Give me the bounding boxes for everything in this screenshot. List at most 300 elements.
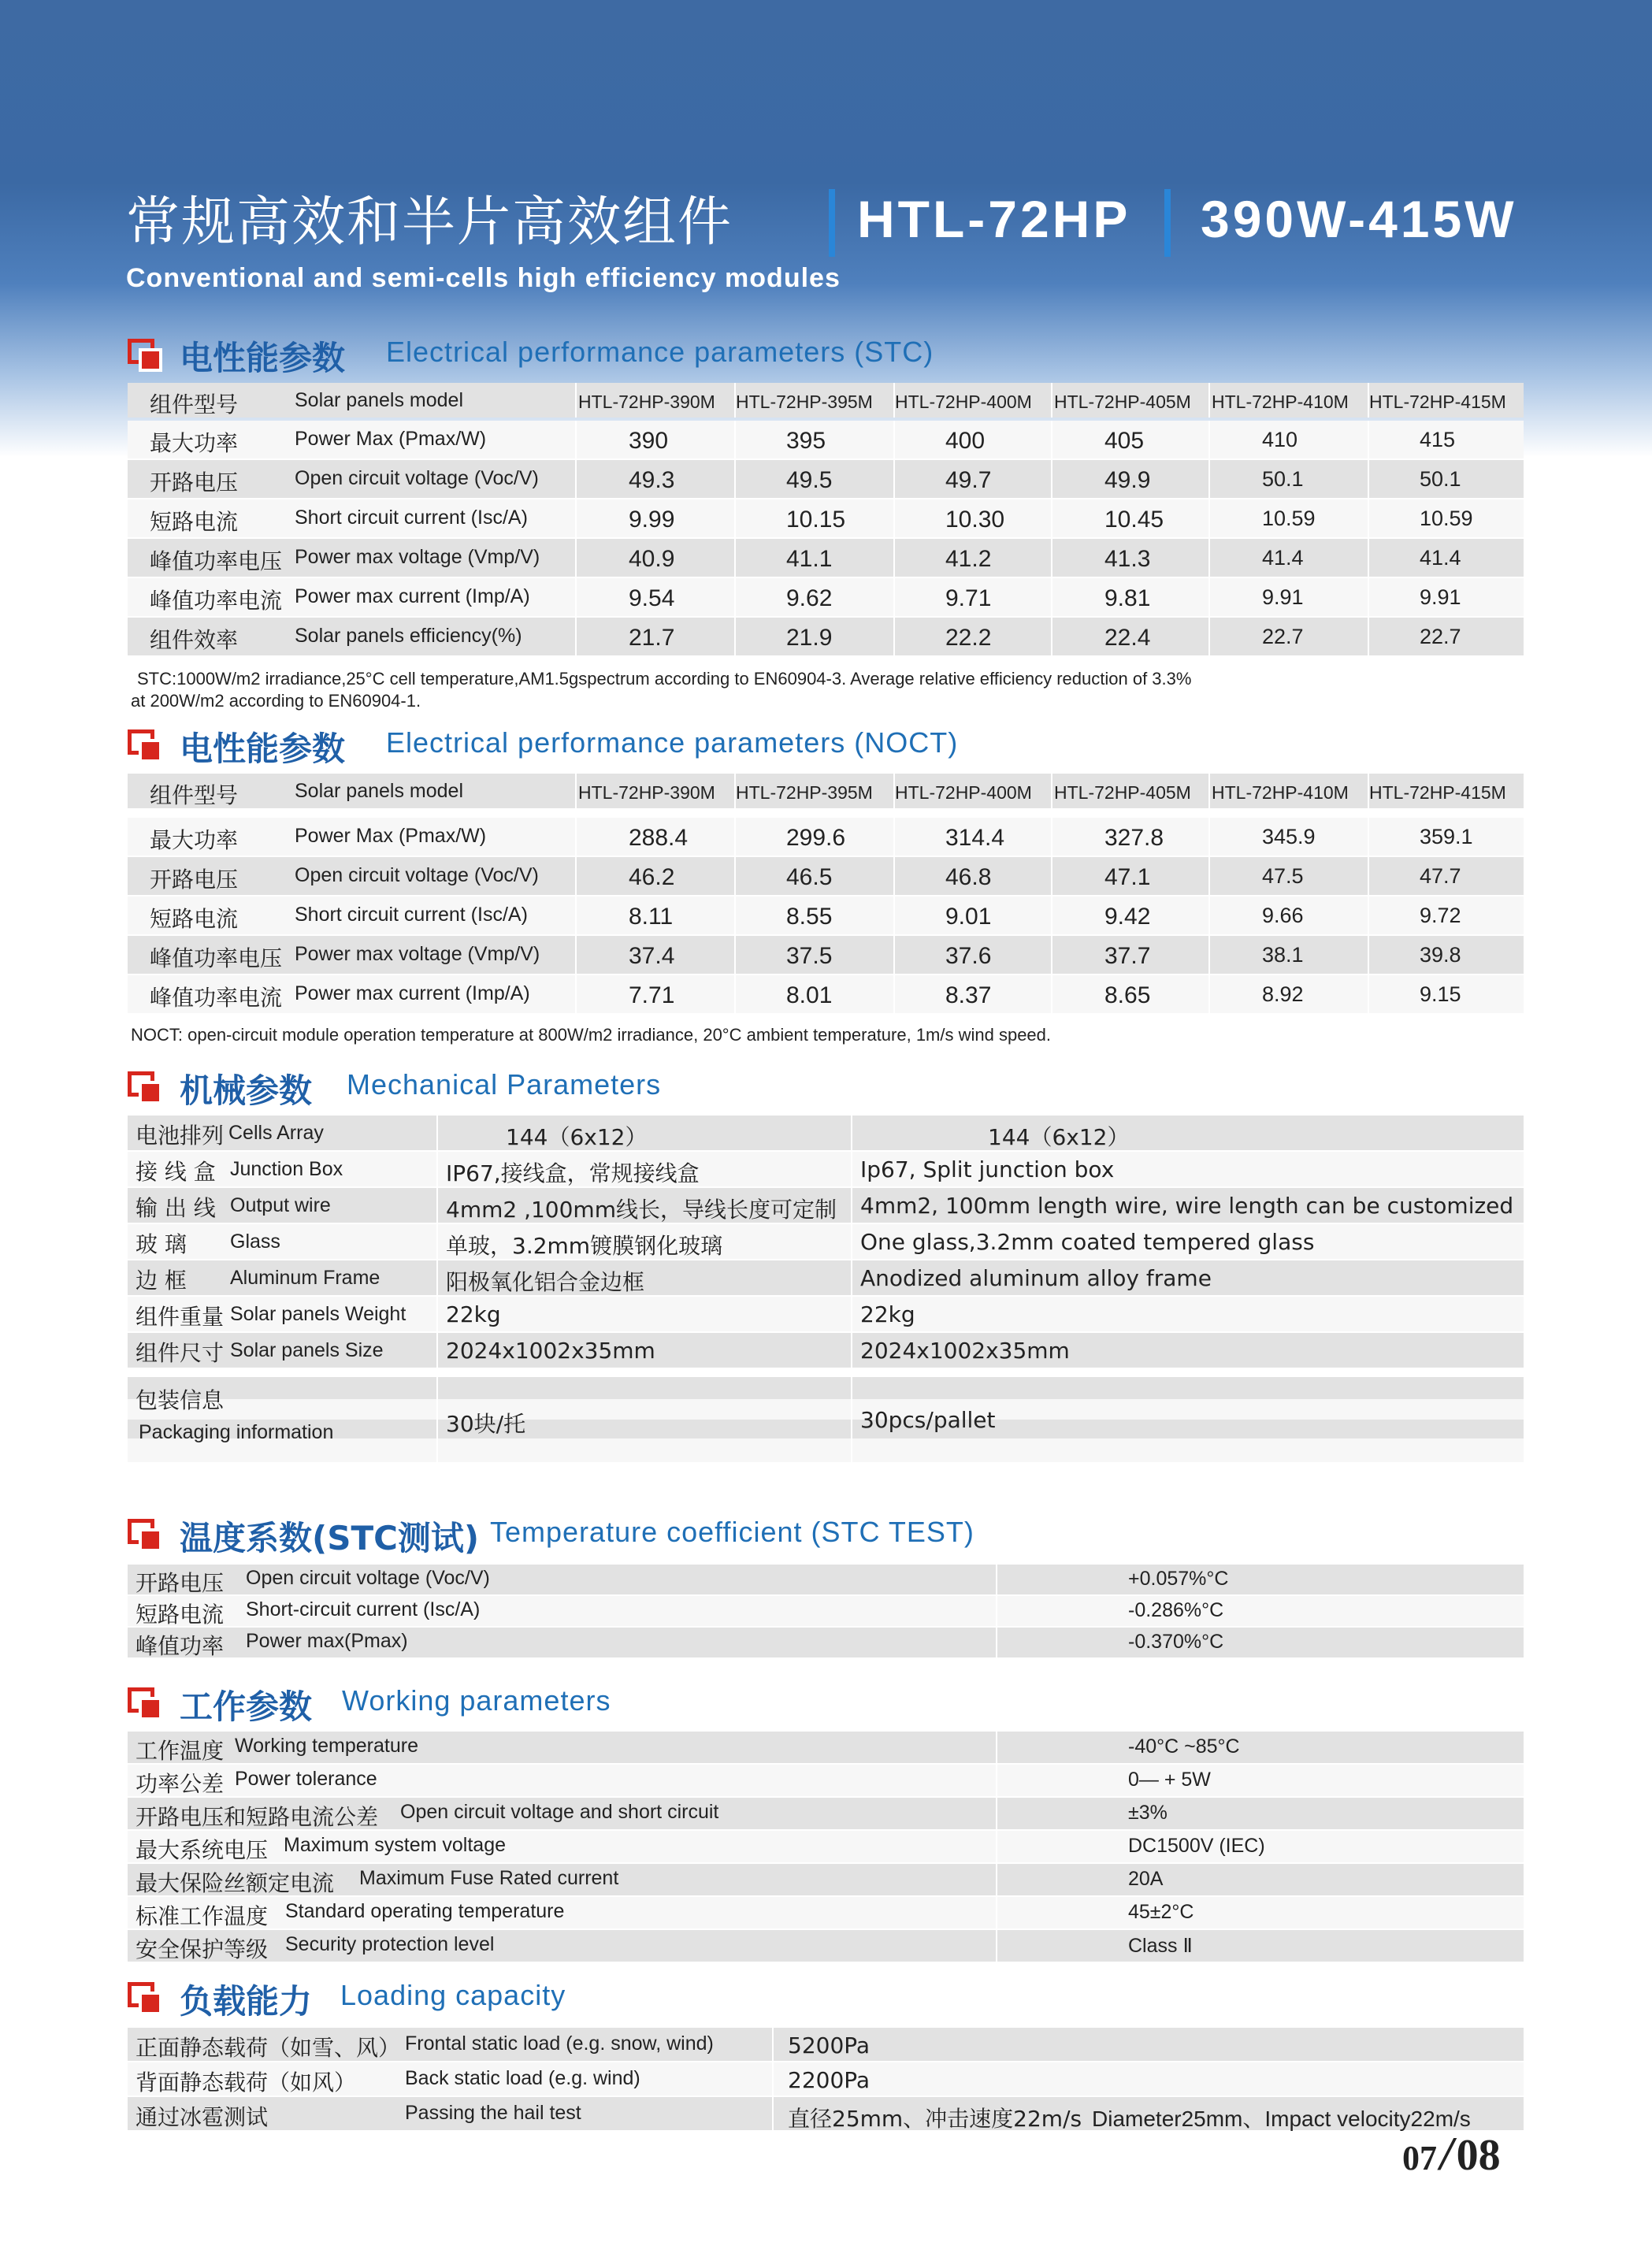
cell-divider: [851, 1224, 852, 1259]
value-cell: 49.3: [629, 467, 675, 493]
cell-divider: [1051, 578, 1052, 616]
value-cell: 9.99: [629, 507, 675, 533]
cell-divider: [893, 896, 895, 934]
param-name-en: Short circuit current (Isc/A): [295, 507, 528, 529]
model-header: HTL-72HP-395M: [736, 392, 873, 412]
cell-divider: [1208, 383, 1210, 418]
section-square-icon: [128, 1687, 162, 1719]
cell-divider: [1208, 818, 1210, 856]
cell-divider: [436, 1333, 438, 1368]
working-name-cn: 安全保护等级: [136, 1936, 269, 1962]
mech-name-en: Junction Box: [230, 1158, 343, 1180]
value-cell: 415: [1420, 428, 1456, 451]
cell-divider: [734, 618, 736, 655]
cell-divider: [851, 1260, 852, 1295]
value-cell: 9.54: [629, 585, 675, 611]
cell-divider: [436, 1152, 438, 1186]
cell-divider: [851, 1188, 852, 1223]
page-number: [1402, 2127, 1501, 2181]
cell-divider: [996, 1897, 997, 1928]
value-cell: 359.1: [1420, 825, 1473, 848]
cell-divider: [575, 421, 577, 458]
value-cell: 8.01: [786, 982, 833, 1008]
working-name-en: Open circuit voltage and short circuit: [400, 1801, 719, 1823]
section-square-icon: [128, 1071, 162, 1103]
value-cell: 50.1: [1262, 467, 1304, 491]
working-value: ±3%: [1128, 1802, 1168, 1824]
param-name-cn: 峰值功率电压: [150, 945, 283, 971]
temperature-name-en: Open circuit voltage (Voc/V): [246, 1567, 490, 1589]
cell-divider: [1208, 936, 1210, 974]
table-row: [128, 499, 1524, 537]
param-name-cn: 最大功率: [150, 430, 239, 456]
cell-divider: [436, 1116, 438, 1150]
cell-divider: [996, 1930, 997, 1962]
working-value: Class Ⅱ: [1128, 1935, 1193, 1957]
cell-divider: [575, 618, 577, 655]
value-cell: 41.3: [1104, 546, 1151, 572]
cell-divider: [893, 499, 895, 537]
value-cell: 10.45: [1104, 507, 1164, 533]
param-name-cn: 最大功率: [150, 827, 239, 853]
value-cell: 9.81: [1104, 585, 1151, 611]
value-cell: 46.2: [629, 864, 675, 890]
cell-divider: [996, 1565, 997, 1594]
value-cell: 9.15: [1420, 982, 1461, 1006]
page-subtitle: Conventional and semi-cells high efficiency modules: [126, 263, 841, 293]
section-title-en: Loading capacity: [340, 1979, 566, 2011]
value-cell: 22.7: [1262, 625, 1304, 648]
value-cell: 8.65: [1104, 982, 1151, 1008]
model-header: HTL-72HP-395M: [736, 782, 873, 803]
param-name-en: Open circuit voltage (Voc/V): [295, 467, 539, 489]
value-cell: 22.7: [1420, 625, 1461, 648]
value-cell: 9.62: [786, 585, 833, 611]
param-name-en: Power max current (Imp/A): [295, 585, 530, 607]
cell-divider: [1051, 499, 1052, 537]
cell-divider: [1208, 539, 1210, 577]
cell-divider: [1368, 896, 1369, 934]
value-cell: 21.7: [629, 625, 675, 651]
pack-name-en: Packaging information: [139, 1421, 334, 1443]
value-cell: 22.2: [945, 625, 992, 651]
cell-divider: [1208, 896, 1210, 934]
mech-value-cn: 22kg: [446, 1301, 501, 1327]
cell-divider: [1208, 421, 1210, 458]
cell-divider: [893, 857, 895, 895]
working-name-en: Maximum Fuse Rated current: [359, 1867, 619, 1889]
cell-divider: [734, 975, 736, 1013]
value-cell: 10.59: [1420, 507, 1473, 530]
value-cell: 8.11: [629, 904, 674, 930]
temperature-name-en: Short-circuit current (Isc/A): [246, 1598, 481, 1620]
param-name-en: Short circuit current (Isc/A): [295, 904, 528, 926]
cell-divider: [772, 2062, 774, 2096]
table-row: [128, 460, 1524, 498]
cell-divider: [1208, 460, 1210, 498]
working-name-en: Maximum system voltage: [284, 1834, 507, 1856]
table-row: [128, 896, 1524, 934]
param-name-en: Power Max (Pmax/W): [295, 825, 487, 847]
mech-value-en: 144（6x12）: [988, 1124, 1130, 1150]
value-cell: 46.8: [945, 864, 992, 890]
param-name-cn: 短路电流: [150, 906, 239, 932]
table-row: [128, 857, 1524, 895]
cell-divider: [575, 460, 577, 498]
mech-value-cn: 2024x1002x35mm: [446, 1338, 655, 1364]
cell-divider: [436, 1297, 438, 1331]
mech-name-en: Solar panels Size: [230, 1339, 384, 1361]
table-row: [128, 1765, 1524, 1796]
cell-divider: [1051, 539, 1052, 577]
table-row: [128, 421, 1524, 458]
cell-divider: [734, 460, 736, 498]
cell-divider: [1208, 618, 1210, 655]
header-label-en: Solar panels model: [295, 389, 464, 411]
param-name-en: Power max voltage (Vmp/V): [295, 546, 540, 568]
cell-divider: [1051, 460, 1052, 498]
temperature-name-cn: 开路电压: [136, 1570, 225, 1596]
mech-name-cn: 边 框: [136, 1268, 187, 1294]
table-row: [128, 1897, 1524, 1928]
header-label-en: Solar panels model: [295, 780, 464, 802]
cell-divider: [1368, 618, 1369, 655]
cell-divider: [996, 1596, 997, 1626]
section-title-cn: 电性能参数: [180, 729, 346, 768]
cell-divider: [1051, 857, 1052, 895]
section-title-cn: 工作参数: [180, 1687, 313, 1726]
table-row: [128, 774, 1524, 808]
cell-divider: [1051, 896, 1052, 934]
value-cell: 345.9: [1262, 825, 1316, 848]
cell-divider: [436, 1224, 438, 1259]
value-cell: 9.72: [1420, 904, 1461, 927]
cell-divider: [1051, 618, 1052, 655]
param-name-cn: 开路电压: [150, 470, 239, 496]
cell-divider: [1368, 857, 1369, 895]
value-cell: 9.66: [1262, 904, 1304, 927]
cell-divider: [1368, 818, 1369, 856]
table-row: [128, 2097, 1524, 2130]
value-cell: 400: [945, 428, 986, 454]
table-row: [128, 936, 1524, 974]
mech-name-en: Cells Array: [228, 1122, 324, 1144]
temperature-value: +0.057%°C: [1128, 1568, 1229, 1590]
page-title-cn: 常规高效和半片高效组件: [126, 191, 733, 254]
working-value: 0— + 5W: [1128, 1769, 1211, 1791]
section-title-en: Working parameters: [342, 1684, 611, 1717]
cell-divider: [1368, 578, 1369, 616]
header-label-cn: 组件型号: [150, 782, 239, 808]
value-cell: 10.15: [786, 507, 846, 533]
cell-divider: [996, 1798, 997, 1829]
cell-divider: [772, 2028, 774, 2061]
working-name-cn: 工作温度: [136, 1738, 225, 1764]
cell-divider: [1208, 578, 1210, 616]
section-title-en: Mechanical Parameters: [347, 1068, 662, 1101]
temperature-value: -0.286%°C: [1128, 1599, 1224, 1621]
cell-divider: [575, 857, 577, 895]
value-cell: 50.1: [1420, 467, 1461, 491]
value-cell: 47.1: [1104, 864, 1151, 890]
value-cell: 37.7: [1104, 943, 1151, 969]
value-cell: 47.7: [1420, 864, 1461, 888]
working-name-cn: 最大系统电压: [136, 1837, 269, 1863]
load-name-cn: 背面静态载荷（如风）: [136, 2070, 357, 2096]
table-row: [128, 539, 1524, 577]
table-row: [128, 1224, 1524, 1259]
model-header: HTL-72HP-390M: [578, 392, 715, 412]
mech-value-en: One glass,3.2mm coated tempered glass: [860, 1229, 1315, 1255]
mech-name-en: Glass: [230, 1231, 280, 1253]
value-cell: 314.4: [945, 825, 1005, 851]
cell-divider: [893, 421, 895, 458]
value-cell: 41.1: [786, 546, 833, 572]
value-cell: 288.4: [629, 825, 689, 851]
value-cell: 40.9: [629, 546, 675, 572]
section-square-icon: [128, 1519, 162, 1550]
param-name-en: Power max current (Imp/A): [295, 982, 530, 1004]
cell-divider: [996, 1732, 997, 1763]
table-row: [128, 1864, 1524, 1895]
value-cell: 8.92: [1262, 982, 1304, 1006]
model-header: HTL-72HP-390M: [578, 782, 715, 803]
model-header: HTL-72HP-410M: [1212, 392, 1349, 412]
mech-name-cn: 输 出 线: [136, 1195, 216, 1221]
table-row: [128, 2062, 1524, 2096]
value-cell: 41.4: [1262, 546, 1304, 570]
cell-divider: [772, 2097, 774, 2130]
mech-name-en: Aluminum Frame: [230, 1267, 381, 1289]
table-row: [128, 1628, 1524, 1657]
param-name-cn: 组件效率: [150, 627, 239, 653]
table-row: [128, 1297, 1524, 1331]
model-header: HTL-72HP-400M: [895, 392, 1032, 412]
value-cell: 9.71: [945, 585, 992, 611]
value-cell: 9.42: [1104, 904, 1151, 930]
value-cell: 8.55: [786, 904, 833, 930]
temperature-value: -0.370%°C: [1128, 1631, 1224, 1653]
cell-divider: [1051, 936, 1052, 974]
working-name-en: Power tolerance: [235, 1768, 377, 1790]
noct-note: NOCT: open-circuit module operation temperature at 800W/m2 irradiance, 20°C ambient temperature, 1m/s wind speed.: [131, 1025, 1052, 1045]
cell-divider: [1208, 975, 1210, 1013]
mech-value-en: 4mm2, 100mm length wire, wire length can be customized: [860, 1193, 1514, 1219]
param-name-cn: 短路电流: [150, 509, 239, 535]
cell-divider: [851, 1152, 852, 1186]
mech-name-en: Solar panels Weight: [230, 1303, 407, 1325]
load-value: 5200Pa: [788, 2032, 871, 2058]
model-header: HTL-72HP-405M: [1054, 782, 1191, 803]
load-value-en: Diameter25mm、Impact velocity22m/s: [1092, 2107, 1471, 2131]
pack-value-en: 30pcs/pallet: [860, 1407, 996, 1433]
working-name-cn: 标准工作温度: [136, 1903, 269, 1929]
header-label-cn: 组件型号: [150, 392, 239, 418]
cell-divider: [436, 1377, 438, 1462]
model-header: HTL-72HP-405M: [1054, 392, 1191, 412]
table-row: [128, 1188, 1524, 1223]
table-row: [128, 1152, 1524, 1186]
value-cell: 39.8: [1420, 943, 1461, 967]
cell-divider: [575, 578, 577, 616]
cell-divider: [1368, 499, 1369, 537]
load-name-en: Back static load (e.g. wind): [405, 2067, 640, 2089]
table-row: [128, 2028, 1524, 2061]
cell-divider: [893, 618, 895, 655]
page-separator: /: [1440, 2128, 1453, 2180]
value-cell: 49.5: [786, 467, 833, 493]
param-name-en: Power max voltage (Vmp/V): [295, 943, 540, 965]
cell-divider: [851, 1377, 852, 1462]
stc-note: [131, 668, 1191, 712]
table-row: [128, 1798, 1524, 1829]
cell-divider: [734, 499, 736, 537]
value-cell: 47.5: [1262, 864, 1304, 888]
mech-value-en: Anodized aluminum alloy frame: [860, 1265, 1212, 1291]
value-cell: 21.9: [786, 625, 833, 651]
working-name-cn: 开路电压和短路电流公差: [136, 1804, 379, 1830]
cell-divider: [1368, 539, 1369, 577]
mech-name-cn: 电池排列: [136, 1123, 225, 1149]
cell-divider: [575, 896, 577, 934]
param-name-en: Power Max (Pmax/W): [295, 428, 487, 450]
working-value: 20A: [1128, 1868, 1164, 1890]
working-name-en: Security protection level: [285, 1933, 495, 1955]
pack-value-cn: 30块/托: [446, 1411, 526, 1437]
section-square-icon: [128, 339, 162, 370]
pack-band: [128, 1377, 1524, 1399]
mech-value-cn: IP67,接线盒，常规接线盒: [446, 1160, 700, 1186]
table-row: [128, 1260, 1524, 1295]
mech-name-cn: 组件重量: [136, 1304, 225, 1330]
table-row: [128, 975, 1524, 1013]
value-cell: 9.91: [1262, 585, 1304, 609]
value-cell: 37.4: [629, 943, 675, 969]
cell-divider: [575, 383, 577, 418]
cell-divider: [851, 1333, 852, 1368]
working-name-en: Working temperature: [235, 1735, 418, 1757]
section-title-cn: 机械参数: [180, 1071, 313, 1110]
cell-divider: [996, 1628, 997, 1657]
table-row: [128, 1116, 1524, 1150]
working-value: -40°C ~85°C: [1128, 1735, 1240, 1758]
mech-value-cn: 144（6x12）: [506, 1124, 648, 1150]
section-square-icon: [128, 729, 162, 761]
cell-divider: [1051, 774, 1052, 808]
cell-divider: [1051, 818, 1052, 856]
cell-divider: [734, 857, 736, 895]
value-cell: 9.01: [945, 904, 992, 930]
page-current: 07: [1402, 2139, 1437, 2177]
working-name-cn: 功率公差: [136, 1771, 225, 1797]
value-cell: 7.71: [629, 982, 675, 1008]
cell-divider: [734, 578, 736, 616]
param-name-cn: 开路电压: [150, 867, 239, 893]
load-value: 直径25mm、冲击速度22m/s: [788, 2106, 1082, 2132]
table-row: [128, 1596, 1524, 1626]
load-name-cn: 正面静态载荷（如雪、风）: [136, 2035, 401, 2061]
title-divider: [829, 189, 835, 257]
cell-divider: [575, 539, 577, 577]
cell-divider: [893, 539, 895, 577]
working-value: DC1500V (IEC): [1128, 1835, 1265, 1857]
value-cell: 405: [1104, 428, 1145, 454]
cell-divider: [1208, 499, 1210, 537]
table-row: [128, 618, 1524, 655]
mech-value-en: Ip67, Split junction box: [860, 1156, 1115, 1182]
pack-band: [128, 1420, 1524, 1438]
param-name-cn: 峰值功率电压: [150, 548, 283, 574]
table-row: [128, 818, 1524, 856]
cell-divider: [1368, 975, 1369, 1013]
value-cell: 410: [1262, 428, 1298, 451]
mech-value-en: 22kg: [860, 1301, 915, 1327]
value-cell: 327.8: [1104, 825, 1164, 851]
value-cell: 49.9: [1104, 467, 1151, 493]
table-row: [128, 1930, 1524, 1962]
cell-divider: [734, 818, 736, 856]
stc-note-line2: at 200W/m2 according to EN60904-1.: [131, 691, 421, 711]
cell-divider: [575, 818, 577, 856]
cell-divider: [1208, 857, 1210, 895]
value-cell: 395: [786, 428, 826, 454]
mech-name-cn: 接 线 盒: [136, 1159, 216, 1185]
table-row: [128, 1565, 1524, 1594]
pack-name-cn: 包装信息: [136, 1387, 225, 1413]
cell-divider: [575, 499, 577, 537]
model-header: HTL-72HP-415M: [1369, 392, 1506, 412]
table-row: [128, 1732, 1524, 1763]
cell-divider: [893, 818, 895, 856]
value-cell: 37.6: [945, 943, 992, 969]
cell-divider: [996, 1831, 997, 1862]
mech-name-en: Output wire: [230, 1194, 331, 1216]
cell-divider: [575, 975, 577, 1013]
section-square-icon: [128, 1982, 162, 2014]
value-cell: 390: [629, 428, 669, 454]
temperature-name-cn: 峰值功率: [136, 1633, 225, 1659]
mech-name-cn: 玻 璃: [136, 1231, 187, 1257]
param-name-en: Open circuit voltage (Voc/V): [295, 864, 539, 886]
load-value: 2200Pa: [788, 2067, 871, 2093]
cell-divider: [893, 578, 895, 616]
value-cell: 10.30: [945, 507, 1005, 533]
load-name-cn: 通过冰雹测试: [136, 2104, 269, 2130]
mech-value-cn: 阳极氧化铝合金边框: [446, 1269, 645, 1295]
section-title-cn: 电性能参数: [180, 339, 346, 377]
cell-divider: [575, 774, 577, 808]
table-row: [128, 383, 1524, 418]
value-cell: 10.59: [1262, 507, 1316, 530]
value-cell: 49.7: [945, 467, 992, 493]
cell-divider: [734, 421, 736, 458]
working-name-en: Standard operating temperature: [285, 1900, 565, 1922]
cell-divider: [1051, 975, 1052, 1013]
model-header: HTL-72HP-415M: [1369, 782, 1506, 803]
param-name-en: Solar panels efficiency(%): [295, 625, 522, 647]
mech-value-cn: 单玻，3.2mm镀膜钢化玻璃: [446, 1233, 723, 1259]
cell-divider: [575, 936, 577, 974]
model-name: HTL-72HP: [857, 190, 1131, 248]
value-cell: 37.5: [786, 943, 833, 969]
table-row: [128, 578, 1524, 616]
param-name-cn: 峰值功率电流: [150, 588, 283, 614]
value-cell: 41.4: [1420, 546, 1461, 570]
value-cell: 22.4: [1104, 625, 1151, 651]
value-cell: 9.91: [1420, 585, 1461, 609]
cell-divider: [436, 1188, 438, 1223]
table-row: [128, 1333, 1524, 1368]
